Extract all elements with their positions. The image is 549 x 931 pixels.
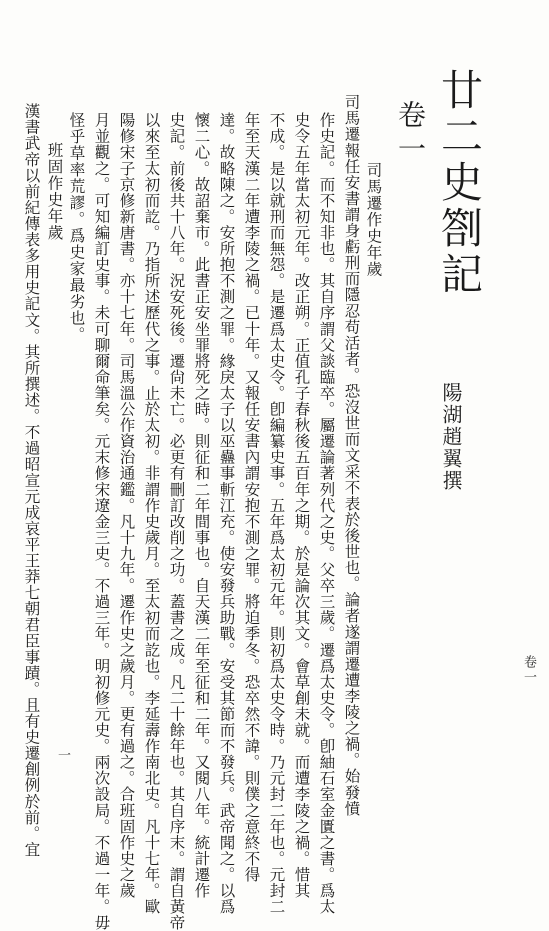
text-column: 達。故略陳之。安所抱不測之罪。緣戾太子以巫蠱事斬江充。使安發兵助戰。安受其節而不發兵。武帝聞之。以爲 [217, 112, 236, 915]
text-column: 司馬遷報任安書謂身虧刑而隱忍苟活者。恐沒世而文采不表於後世也。論者遂謂遷遭李陵之禍。始發憤 [342, 94, 361, 817]
text-column: 怪乎草率荒謬。爲史家最劣也。 [67, 112, 86, 343]
text-column: 陽修宋子京修新唐書。亦十七年。司馬溫公作資治通鑑。凡十九年。遷作史之歲月。更有過之。合班固作史之歲 [117, 112, 136, 899]
text-column: 月並觀之。可知編訂史事。未可聊爾命筆矣。元末修宋遼金三史。不過三年。明初修元史。兩次設局。不過一年。毋 [92, 112, 111, 931]
section-heading-ban-gu: 班固作史年歲 [45, 142, 64, 241]
text-column: 年至天漢二年遭李陵之禍。已十年。又報任安書內謂安抱不測之罪。將迫季冬。恐卒然不諱。則僕之意終不得 [242, 112, 261, 883]
text-column: 不成。是以就刑而無怨。是遷爲太史令。卽編纂史事。五年爲太初元年。則初爲太史令時。乃元封二年也。元封二 [267, 112, 286, 915]
text-column: 漢書武帝以前紀傳表多用史記文。其所撰述。不過昭宣元成哀平王莽七朝君臣事蹟。且有史遷創例於前。宜 [22, 103, 41, 858]
text-column: 史記。前後共十八年。況安死後。遷尙未亡。必更有刪訂改削之功。蓋書之成。凡二十餘年也。其自序末。謂自黃帝 [167, 112, 186, 931]
text-column: 作史記。而不知非也。其自序謂父談臨卒。屬遷論著列代之史。父卒三歲。遷爲太史令。卽紬石室金匱之書。爲太 [317, 112, 336, 915]
margin-volume-label: 卷一 [521, 655, 536, 685]
author-line: 陽湖趙翼撰 [439, 382, 463, 492]
text-column: 懷二心。故詔棄市。此書正安坐罪將死之時。則征和二年間事也。自天漢二年至征和二年。又閱八年。統計遷作 [192, 112, 211, 899]
page-number: 一 [55, 748, 70, 761]
book-title: 廿二史劄記 [435, 68, 484, 298]
volume-heading: 卷一 [394, 100, 427, 168]
section-heading-sima-qian: 司馬遷作史年歲 [364, 162, 383, 278]
text-column: 以來至太初而訖。乃指所述歷代之事。止於太初。非謂作史歲月。至太初而訖也。李延壽作南北史。凡十七年。歐 [142, 112, 161, 915]
text-column: 史令五年當太初元年。改正朔。正值孔子春秋後五百年之期。於是論次其文。會草創未就。而遭李陵之禍。惜其 [292, 112, 311, 899]
